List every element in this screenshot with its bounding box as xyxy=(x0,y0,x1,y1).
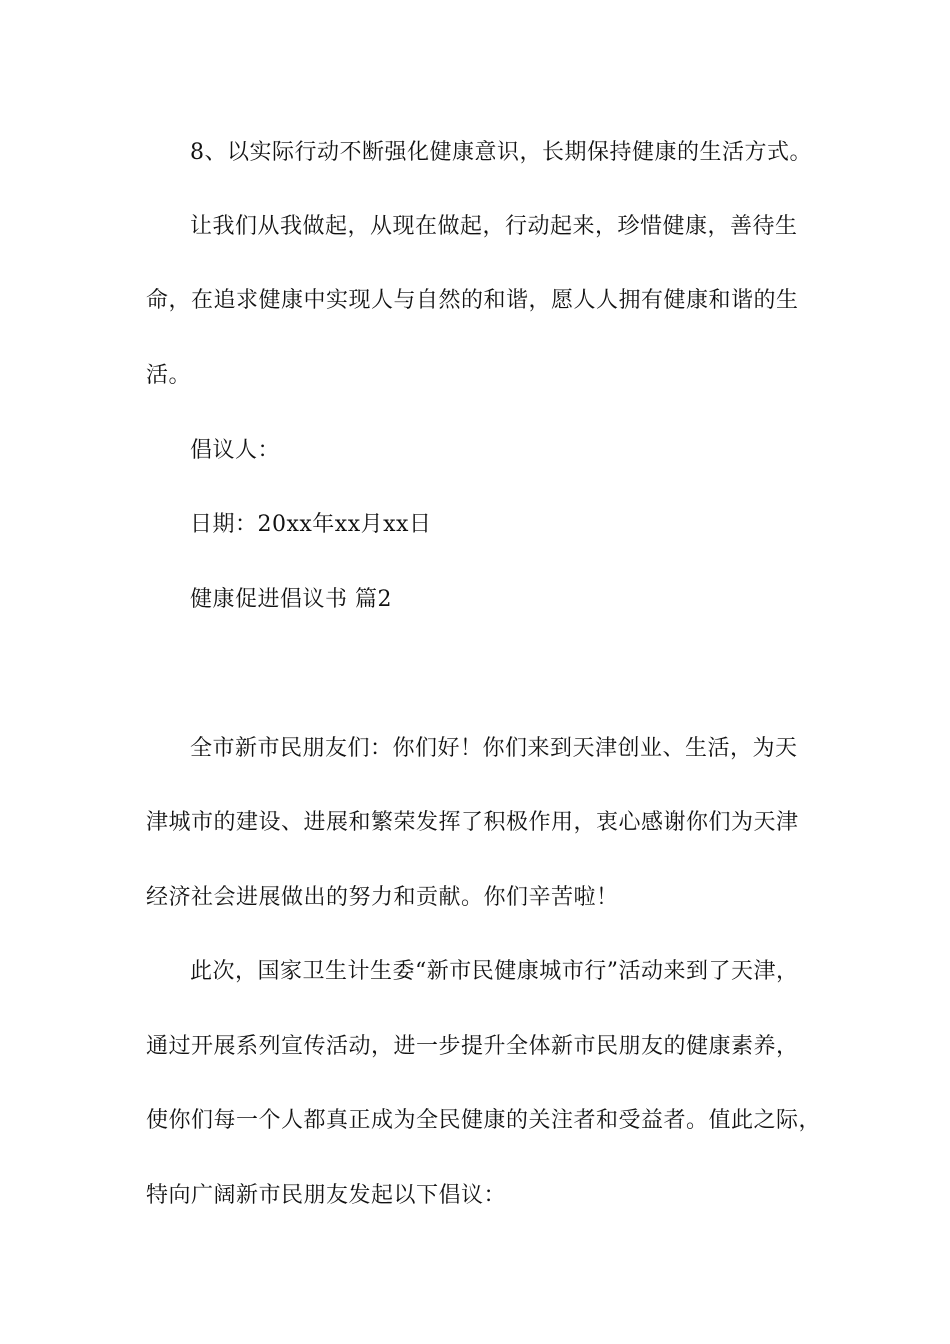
date-line: 日期：20xx年xx月xx日 xyxy=(190,512,432,537)
greeting-line-1: 全市新市民朋友们：你们好！你们来到天津创业、生活，为天 xyxy=(190,736,798,761)
paragraph-closing-line-3: 活。 xyxy=(146,363,192,388)
paragraph-event-line-2: 通过开展系列宣传活动，进一步提升全体新市民朋友的健康素养， xyxy=(146,1034,799,1059)
section-heading: 健康促进倡议书 篇2 xyxy=(190,587,392,612)
paragraph-closing-line-2: 命，在追求健康中实现人与自然的和谐，愿人人拥有健康和谐的生 xyxy=(146,288,799,313)
greeting-line-3: 经济社会进展做出的努力和贡献。你们辛苦啦！ xyxy=(146,885,619,910)
paragraph-closing-line-1: 让我们从我做起，从现在做起，行动起来，珍惜健康，善待生 xyxy=(190,214,798,239)
greeting-line-2: 津城市的建设、进展和繁荣发挥了积极作用，衷心感谢你们为天津 xyxy=(146,810,799,835)
proposer-label: 倡议人： xyxy=(190,438,281,463)
paragraph-item-8: 8、以实际行动不断强化健康意识，长期保持健康的生活方式。 xyxy=(190,140,812,165)
paragraph-event-line-4: 特向广阔新市民朋友发起以下倡议： xyxy=(146,1183,507,1208)
paragraph-event-line-3: 使你们每一个人都真正成为全民健康的关注者和受益者。值此之际， xyxy=(146,1108,822,1133)
paragraph-event-line-1: 此次，国家卫生计生委“新市民健康城市行”活动来到了天津， xyxy=(190,959,799,984)
